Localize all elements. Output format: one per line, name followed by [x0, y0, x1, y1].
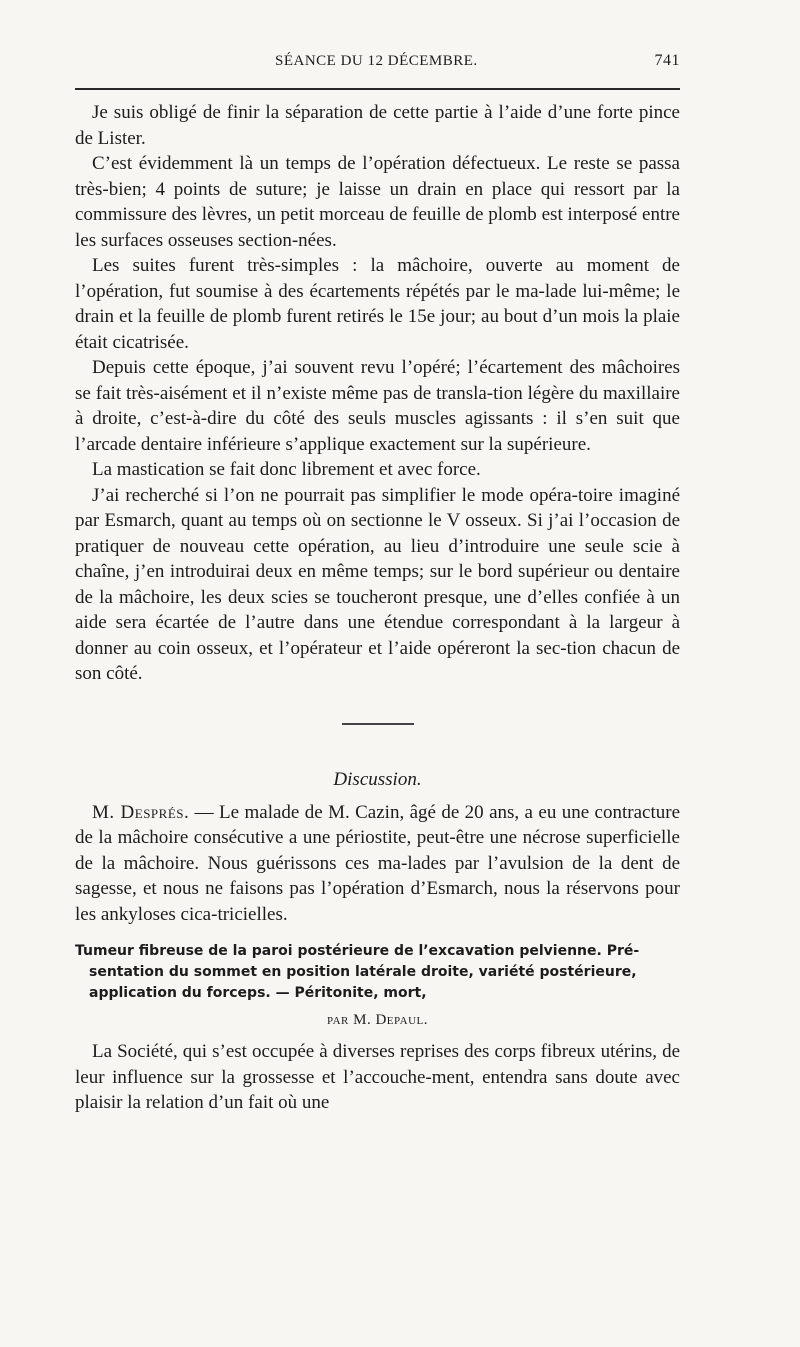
article-title-line-2: sentation du sommet en position latérale droite, variété postérieure,	[89, 964, 637, 980]
running-header	[75, 52, 680, 82]
article-title	[75, 941, 680, 1004]
paragraph-2: C’est évidemment là un temps de l’opération défectueux. Le reste se passa très-bien; 4 points de suture; je laisse un drain en place qui ressort par la commissure des lèvres, un petit morceau de feuille de plomb est interposé entre les surfaces osseuses section-nées.	[75, 153, 680, 251]
discussion-paragraph	[75, 800, 680, 928]
article-intro-paragraph: La Société, qui s’est occupée à diverses reprises des corps fibreux utérins, de leur influence sur la grossesse et l’accouche-ment, entendra sans doute avec plaisir la relation d’un fait où une	[75, 1041, 680, 1113]
paragraph-5: La mastication se fait donc librement et avec force.	[92, 459, 481, 480]
article-byline: par M. Depaul.	[327, 1012, 428, 1028]
section-separator	[342, 723, 414, 725]
book-page	[75, 52, 680, 1116]
page-number: 741	[654, 52, 680, 69]
paragraph-6: J’ai recherché si l’on ne pourrait pas simplifier le mode opéra-toire imaginé par Esmarch, quant au temps où on sectionne le V osseux. Si j’ai l’occasion de pratiquer de nouveau cette opération, au lieu d’introduire une seule scie à chaîne, j’en introduirai deux en même temps; sur le bord supérieur ou dentaire de la mâchoire, les deux scies se toucheront presque, une d’elles confiée à un aide sera écartée de l’autre dans une étendue correspondant à la largeur à donner au coin osseux, et l’opérateur et l’aide opéreront la sec-tion chacun de son côté.	[75, 484, 680, 684]
article-title-line-3: application du forceps. — Péritonite, mort,	[89, 985, 427, 1001]
article-title-line-1: Tumeur fibreuse de la paroi postérieure de l’excavation pelvienne. Pré-	[75, 943, 640, 959]
speaker-name: M. Després.	[92, 801, 190, 823]
paragraph-4: Depuis cette époque, j’ai souvent revu l’opéré; l’écartement des mâchoires se fait très-aisément et il n’existe même pas de transla-tion légère du maxillaire à droite, c’est-à-dire du côté des seuls muscles agissants : il s’en suit que l’arcade dentaire inférieure s’applique exactement sur la supérieure.	[75, 357, 680, 455]
discussion-text: — Le malade de M. Cazin, âgé de 20 ans, a eu une contracture de la mâchoire consécutive a une périostite, peut-être une nécrose superficielle de la mâchoire. Nous guérissons ces ma-lades par l’avulsion de la dent de sagesse, et nous ne faisons pas l’opération d’Esmarch, nous la réservons pour les ankyloses cica-tricielles.	[75, 801, 680, 925]
header-rule	[75, 88, 680, 90]
discussion-heading: Discussion.	[333, 768, 422, 790]
running-title: SÉANCE DU 12 DÉCEMBRE.	[275, 53, 478, 69]
paragraph-1: Je suis obligé de finir la séparation de cette partie à l’aide d’une forte pince de Lister.	[75, 102, 680, 149]
paragraph-3: Les suites furent très-simples : la mâchoire, ouverte au moment de l’opération, fut soumise à des écartements répétés par le ma-lade lui-même; le drain et la feuille de plomb furent retirés le 15e jour; au bout d’un mois la plaie était cicatrisée.	[75, 255, 680, 353]
